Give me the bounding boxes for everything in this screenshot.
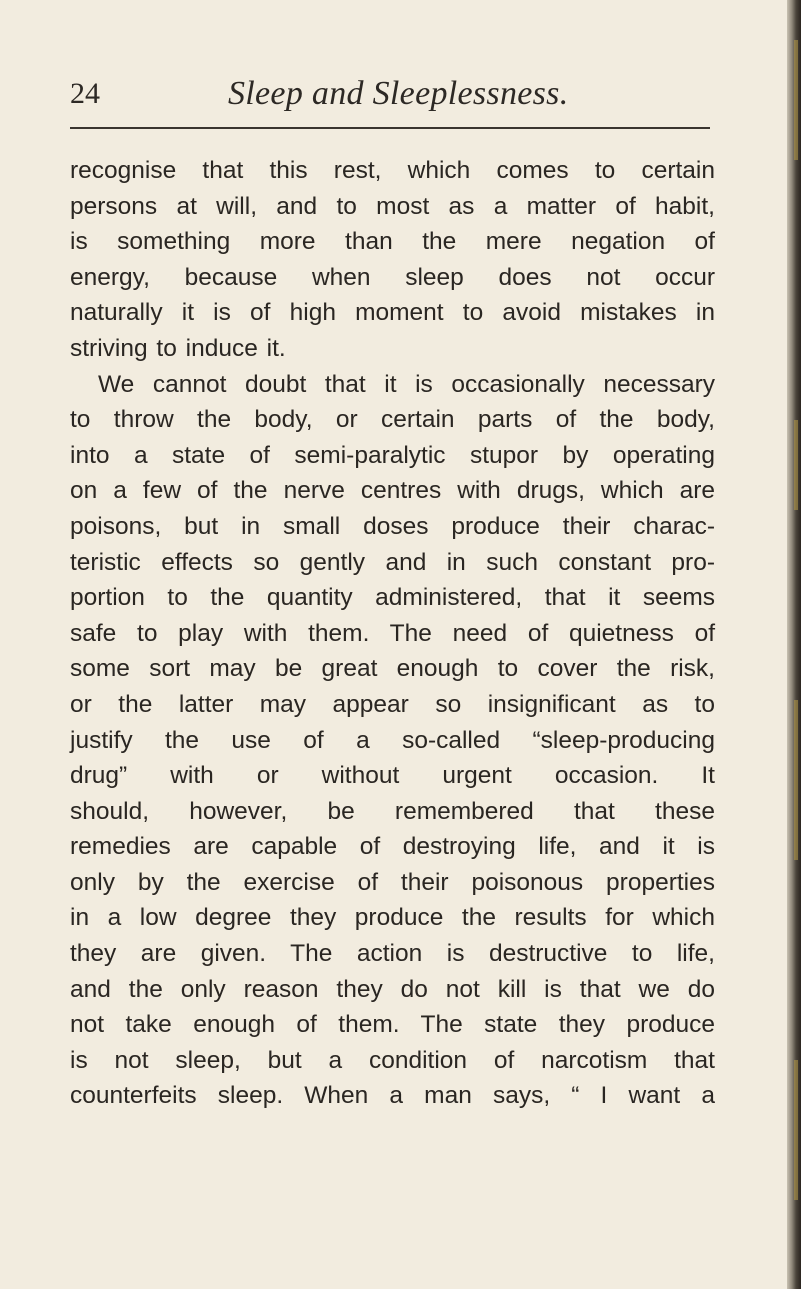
page-number: 24 <box>70 77 100 110</box>
text-line: We cannot doubt that it is occasionally necessary <box>98 370 715 398</box>
text-line: or the latter may appear so insignificant as to <box>70 690 715 718</box>
header-rule <box>70 127 710 129</box>
text-line: not take enough of them. The state they produce <box>70 1011 715 1039</box>
page-binding-edge <box>787 0 801 1289</box>
binding-streak <box>794 40 798 160</box>
binding-streak <box>794 420 798 510</box>
text-line: only by the exercise of their poisonous properties <box>70 868 715 896</box>
text-line: justify the use of a so-called “sleep-producing <box>70 726 715 754</box>
text-line: is not sleep, but a condition of narcotism that <box>70 1046 715 1074</box>
text-line: naturally it is of high moment to avoid mistakes in <box>70 299 715 327</box>
binding-streak <box>794 1060 798 1200</box>
text-line: drug” with or without urgent occasion. It <box>70 762 715 790</box>
text-line: portion to the quantity administered, that it seems <box>70 584 715 612</box>
text-line: teristic effects so gently and in such constant pro- <box>70 548 715 576</box>
text-line: to throw the body, or certain parts of the body, <box>70 406 715 434</box>
body-text <box>70 153 715 1114</box>
text-line: recognise that this rest, which comes to certain <box>70 157 715 184</box>
page-header <box>70 74 710 114</box>
text-line: some sort may be great enough to cover the risk, <box>70 655 715 683</box>
text-line: striving to induce it. <box>70 334 286 362</box>
text-line: should, however, be remembered that these <box>70 797 715 825</box>
text-line: into a state of semi-paralytic stupor by operating <box>70 441 715 469</box>
text-line: persons at will, and to most as a matter of habit, <box>70 192 715 220</box>
text-line: in a low degree they produce the results for which <box>70 904 715 932</box>
text-line: on a few of the nerve centres with drugs, which are <box>70 477 715 505</box>
text-line: remedies are capable of destroying life, and it is <box>70 833 715 861</box>
text-line: safe to play with them. The need of quietness of <box>70 619 715 647</box>
text-line: they are given. The action is destructive to life, <box>70 940 715 968</box>
text-line: and the only reason they do not kill is that we do <box>70 975 715 1003</box>
text-line: poisons, but in small doses produce their charac- <box>70 512 715 540</box>
running-title: Sleep and Sleeplessness. <box>228 75 569 112</box>
binding-streak <box>794 700 798 860</box>
text-line: counterfeits sleep. When a man says, “ I want a <box>70 1082 715 1110</box>
text-line: energy, because when sleep does not occur <box>70 263 715 291</box>
text-line: is something more than the mere negation of <box>70 228 715 256</box>
